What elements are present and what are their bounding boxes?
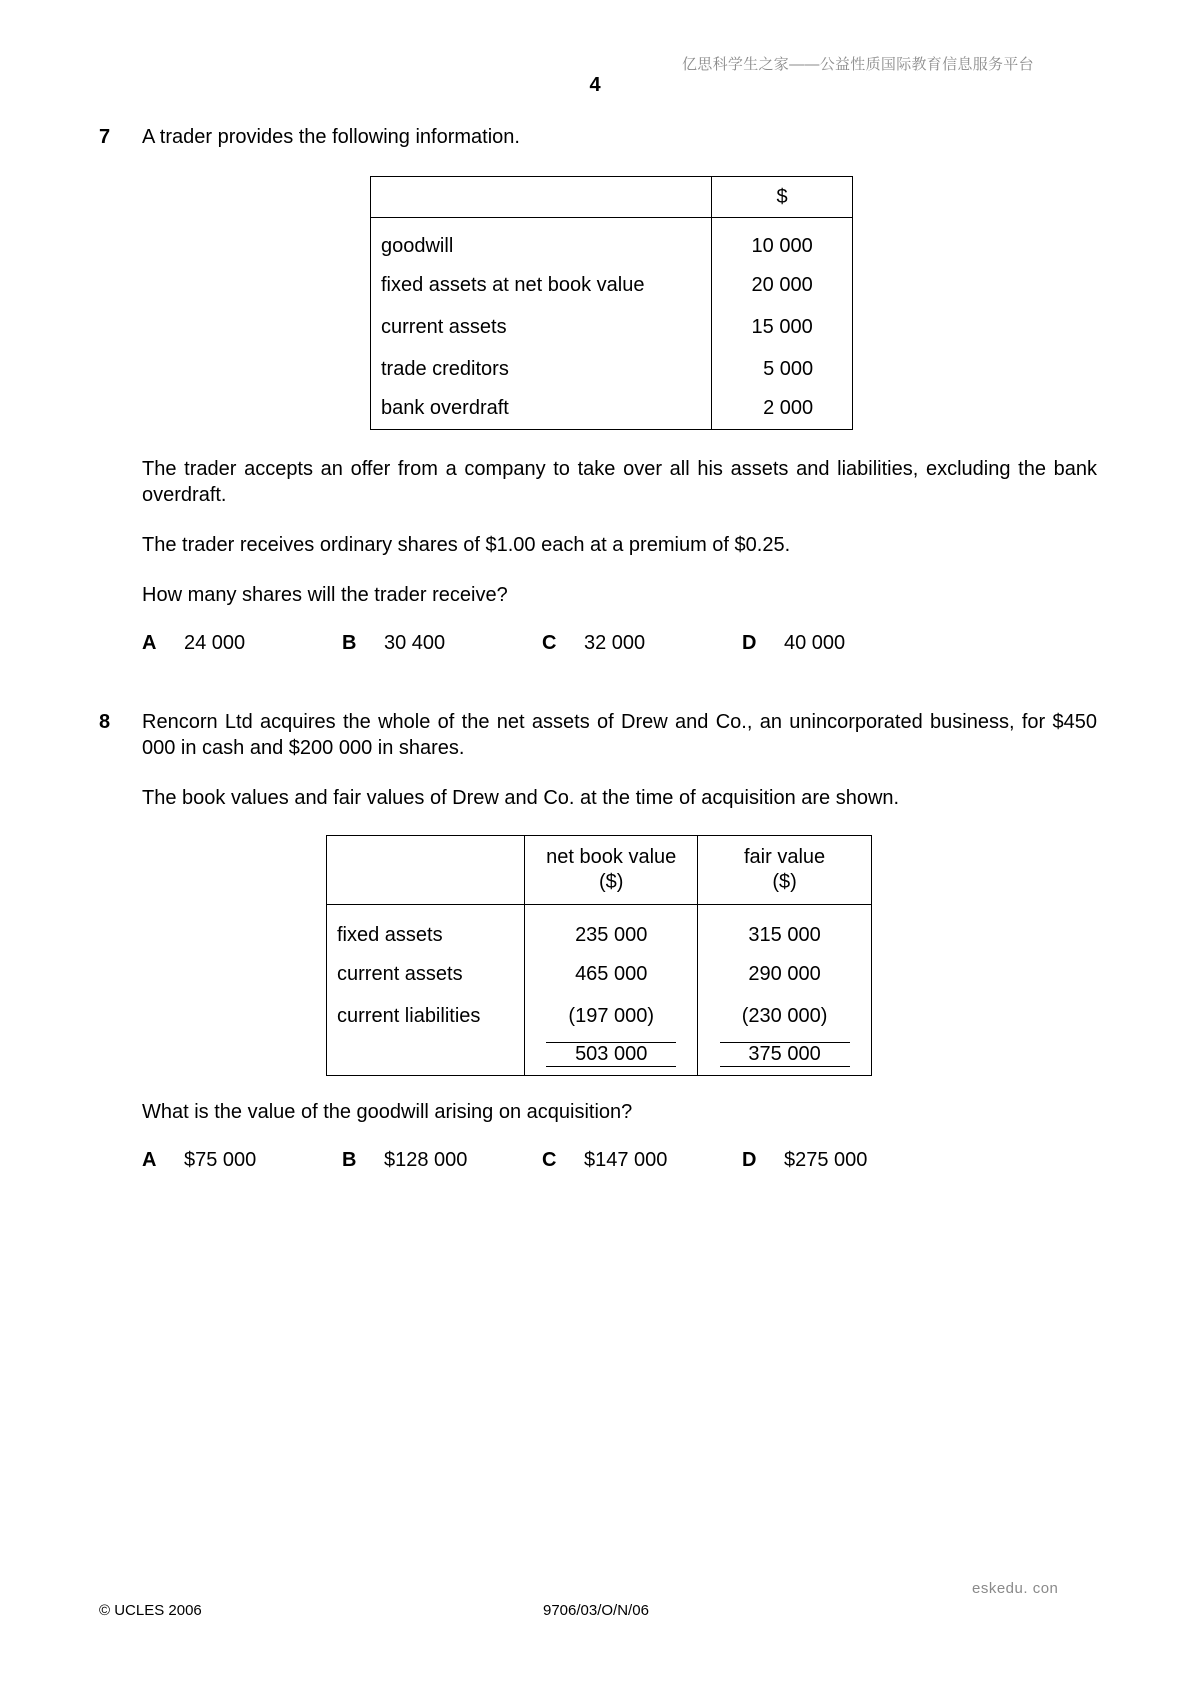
q8-option-c: C $147 000 (542, 1149, 668, 1171)
table-row-label: fixed assets at net book value (371, 265, 712, 307)
table-row-label: trade creditors (371, 349, 712, 391)
q8-question: What is the value of the goodwill arising on acquisition? (142, 1101, 633, 1123)
table-row-label: bank overdraft (371, 391, 712, 430)
table-row-value: 15 000 (712, 307, 853, 349)
table-row-label: current assets (327, 954, 525, 996)
q8-paragraph-1: The book values and fair values of Drew and Co. at the time of acquisition are shown. (142, 787, 900, 809)
table-row-label: fixed assets (327, 905, 525, 954)
q7-table-header: $ (712, 177, 853, 218)
footer-copyright: © UCLES 2006 (99, 1602, 202, 1619)
q8-table-header-nbv: net book value ($) (525, 836, 698, 905)
table-row-fv: (230 000) (698, 996, 872, 1038)
q7-option-d: D 40 000 (742, 632, 846, 654)
watermark-top: 亿思科学生之家——公益性质国际教育信息服务平台 (682, 56, 1034, 73)
table-row-label: goodwill (371, 218, 712, 265)
table-row-value: 5 000 (712, 349, 853, 391)
table-row-value: 10 000 (712, 218, 853, 265)
table-row-fv: 315 000 (698, 905, 872, 954)
q7-question: How many shares will the trader receive? (142, 584, 508, 606)
question-8-number: 8 (99, 711, 111, 733)
q7-option-c: C 32 000 (542, 632, 646, 654)
footer-paper-code: 9706/03/O/N/06 (543, 1602, 649, 1619)
table-row-nbv: (197 000) (525, 996, 698, 1038)
q8-values-table (326, 835, 872, 1076)
question-8-intro: Rencorn Ltd acquires the whole of the net assets of Drew and Co., an unincorporated business, for $450 000 in cash and $200 000 in shares. (142, 711, 1097, 759)
page-number: 4 (589, 74, 601, 96)
table-row-fv: 290 000 (698, 954, 872, 996)
table-row-value: 20 000 (712, 265, 853, 307)
q8-option-a: A $75 000 (142, 1149, 257, 1171)
table-row-value: 2 000 (712, 391, 853, 430)
q8-option-b: B $128 000 (342, 1149, 468, 1171)
table-row-nbv: 235 000 (525, 905, 698, 954)
table-total-fv-cell (698, 1038, 872, 1076)
q7-option-b: B 30 400 (342, 632, 446, 654)
table-row-label: current assets (371, 307, 712, 349)
table-total-nbv: 503 000 (546, 1042, 676, 1067)
q8-table-blank-header (327, 836, 525, 905)
table-row-label: current liabilities (327, 996, 525, 1038)
q8-option-d: D $275 000 (742, 1149, 868, 1171)
q7-info-table (370, 176, 853, 430)
q7-paragraph-1: The trader accepts an offer from a company to take over all his assets and liabilities, excluding the bank overdraft. (142, 458, 1097, 506)
table-total-fv: 375 000 (720, 1042, 850, 1067)
question-7-number: 7 (99, 126, 111, 148)
table-row-nbv: 465 000 (525, 954, 698, 996)
q7-table-blank-header (371, 177, 712, 218)
q7-paragraph-2: The trader receives ordinary shares of $1.00 each at a premium of $0.25. (142, 534, 791, 556)
q7-option-a: A 24 000 (142, 632, 246, 654)
question-7-intro: A trader provides the following information. (142, 126, 520, 148)
q8-table-header-fv: fair value ($) (698, 836, 872, 905)
watermark-bottom: eskedu. con (972, 1580, 1059, 1597)
table-total-nbv-cell (525, 1038, 698, 1076)
table-total-blank (327, 1038, 525, 1076)
